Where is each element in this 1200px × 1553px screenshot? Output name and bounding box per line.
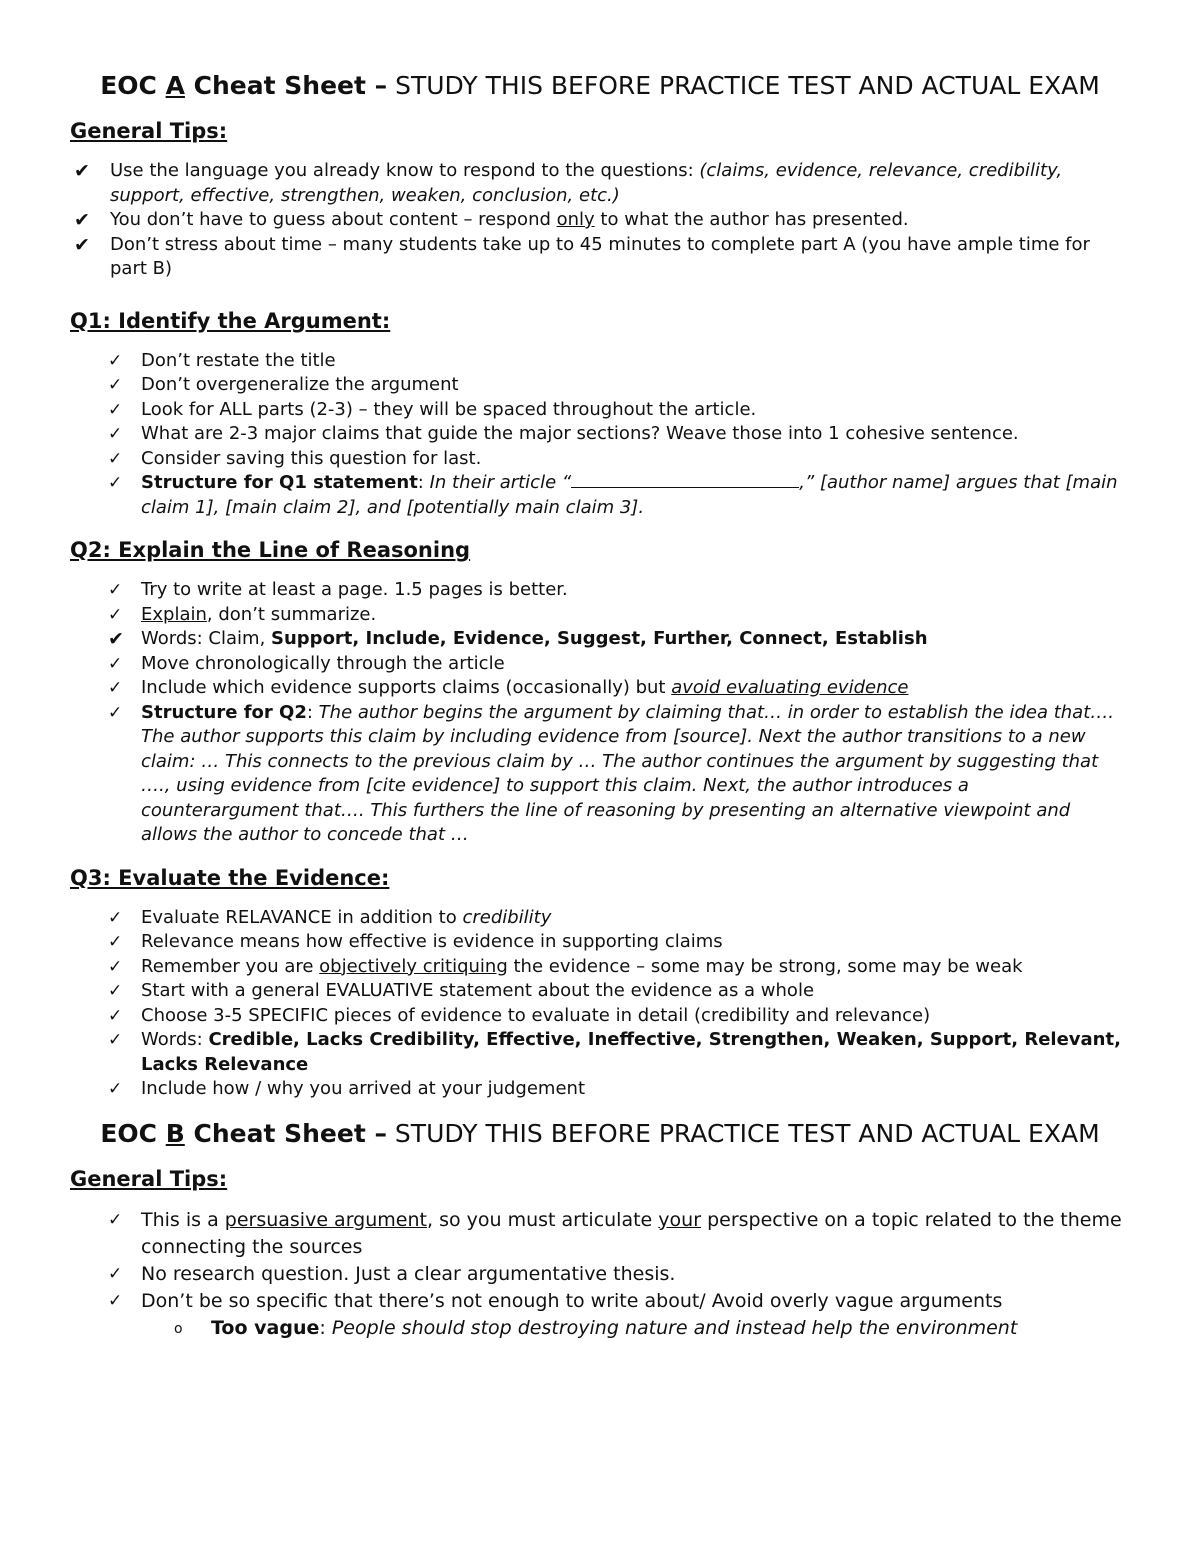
check-icon: ✓ [108, 1079, 123, 1099]
list-item: o Too vague: People should stop destroying nature and instead help the environment [70, 1315, 1130, 1342]
general-tips-heading: General Tips: [70, 119, 228, 143]
list-item: ✓ What are 2-3 major claims that guide the major sections? Weave those into 1 cohesive sentence. [70, 422, 1130, 447]
q1-structure-item: ✓ Structure for Q1 statement: In their article “ ,” [author name] argues that [main claim 1], [main claim 2], and [potentially main claim 3]. [108, 472, 1118, 518]
list-item: ✓ Include how / why you arrived at your judgement [70, 1077, 1130, 1102]
check-icon: ✓ [108, 448, 123, 469]
title-letter: A [165, 71, 185, 100]
check-icon: ✓ [108, 375, 123, 395]
check-icon: ✓ [108, 702, 123, 723]
list-item: ✓ Try to write at least a page. 1.5 pages is better. [70, 578, 1130, 603]
q3-list [70, 906, 1130, 1102]
check-icon: ✓ [108, 956, 123, 977]
q3-heading: Q3: Evaluate the Evidence: [70, 865, 390, 890]
check-icon: ✓ [108, 1005, 123, 1026]
list-item: ✓ Include which evidence supports claims (occasionally) but avoid evaluating evidence [70, 676, 1130, 701]
title-part: Cheat Sheet – [184, 71, 388, 100]
q2-heading: Q2: Explain the Line of Reasoning [70, 538, 471, 562]
list-item: ✓ Look for ALL parts (2-3) – they will be spaced throughout the article. [70, 398, 1130, 423]
list-item: ✓ Words: Credible, Lacks Credibility, Effective, Ineffective, Strengthen, Weaken, Support, Relevant, Lacks Relevance [108, 1029, 1121, 1075]
check-icon: ✓ [108, 907, 123, 928]
list-item: ✔ Don’t stress about time – many students take up to 45 minutes to complete part A (you have ample time for part B) [74, 233, 1090, 279]
list-item: ✓ This is a persuasive argument, so you must articulate your perspective on a topic related to the theme connecting the sources [108, 1208, 1122, 1258]
check-icon: ✓ [108, 580, 123, 600]
list-item: ✓ Consider saving this question for last. [70, 447, 1130, 472]
general-tips-b-list [70, 1207, 1130, 1315]
check-icon: ✓ [108, 473, 123, 493]
title-rest: STUDY THIS BEFORE PRACTICE TEST AND ACTUAL EXAM [387, 71, 1100, 100]
eoc-a-title [70, 68, 1130, 103]
list-item: ✓ Don’t overgeneralize the argument [70, 373, 1130, 398]
list-item: ✓ Remember you are objectively critiquing the evidence – some may be strong, some may be weak [70, 955, 1130, 980]
list-item: ✓ Don’t restate the title [70, 349, 1130, 374]
title-rest: STUDY THIS BEFORE PRACTICE TEST AND ACTUAL EXAM [386, 1118, 1100, 1148]
general-tips-b-sublist [70, 1315, 1130, 1342]
q1-heading: Q1: Identify the Argument: [70, 308, 391, 333]
check-icon: ✓ [108, 350, 123, 371]
check-icon: ✓ [108, 1290, 123, 1311]
check-icon: ✓ [108, 1030, 123, 1050]
general-tips-list [70, 159, 1130, 282]
check-icon: ✓ [108, 424, 123, 444]
q1-list [70, 349, 1130, 521]
q2-list [70, 578, 1130, 848]
list-item: ✓ Start with a general EVALUATIVE statement about the evidence as a whole [70, 979, 1130, 1004]
list-item: ✓ Relevance means how effective is evidence in supporting claims [70, 930, 1130, 955]
list-item: ✓ No research question. Just a clear argumentative thesis. [70, 1261, 1130, 1288]
check-icon: ✓ [108, 653, 123, 674]
eoc-b-title [70, 1116, 1130, 1151]
title-letter: B [165, 1118, 185, 1148]
list-item: ✓ Evaluate RELAVANCE in addition to credibility [70, 906, 1130, 931]
list-item: ✔ Words: Claim, Support, Include, Evidence, Suggest, Further, Connect, Establish [108, 628, 928, 650]
title-part: EOC [100, 1118, 166, 1148]
heavy-check-icon: ✔ [74, 160, 90, 182]
check-icon: ✓ [108, 678, 123, 698]
list-item: ✔ You don’t have to guess about content – respond only to what the author has presented. [74, 209, 909, 231]
list-item: ✓ Explain, don’t summarize. [70, 603, 1130, 628]
title-part: EOC [100, 71, 166, 100]
check-icon: ✓ [108, 932, 123, 952]
check-icon: ✓ [108, 1209, 123, 1230]
document-page [70, 68, 1130, 1342]
title-part: Cheat Sheet – [184, 1118, 387, 1148]
check-icon: ✓ [108, 981, 123, 1001]
q2-structure-item: ✓ Structure for Q2: The author begins the argument by claiming that… in order to establish the idea that…. The author supports this claim by including evidence from [source]. Next the author transitions to a new claim: … This connects to the previous claim by … The author continues the argument by suggesting that …., using evidence from [cite evidence] to support this claim. Next, the author introduces a counterargument that…. This furthers the line of reasoning by presenting an alternative viewpoint and allows the author to concede that … [108, 701, 1114, 845]
general-tips-b-heading: General Tips: [70, 1166, 228, 1191]
fill-in-blank [571, 471, 799, 488]
check-icon: ✓ [108, 1263, 123, 1284]
check-icon: ✓ [108, 399, 123, 420]
list-item: ✓ Don’t be so specific that there’s not enough to write about/ Avoid overly vague arguments [70, 1288, 1130, 1315]
heavy-check-icon: ✔ [108, 628, 124, 650]
heavy-check-icon: ✔ [74, 233, 90, 256]
circle-bullet-icon: o [174, 1320, 183, 1337]
list-item: ✓ Move chronologically through the article [70, 652, 1130, 677]
list-item: ✔ Use the language you already know to respond to the questions: (claims, evidence, relevance, credibility, support, effective, strengthen, weaken, conclusion, etc.) [74, 160, 1063, 206]
heavy-check-icon: ✔ [74, 209, 90, 231]
check-icon: ✓ [108, 604, 123, 625]
list-item: ✓ Choose 3-5 SPECIFIC pieces of evidence to evaluate in detail (credibility and relevance) [70, 1004, 1130, 1029]
